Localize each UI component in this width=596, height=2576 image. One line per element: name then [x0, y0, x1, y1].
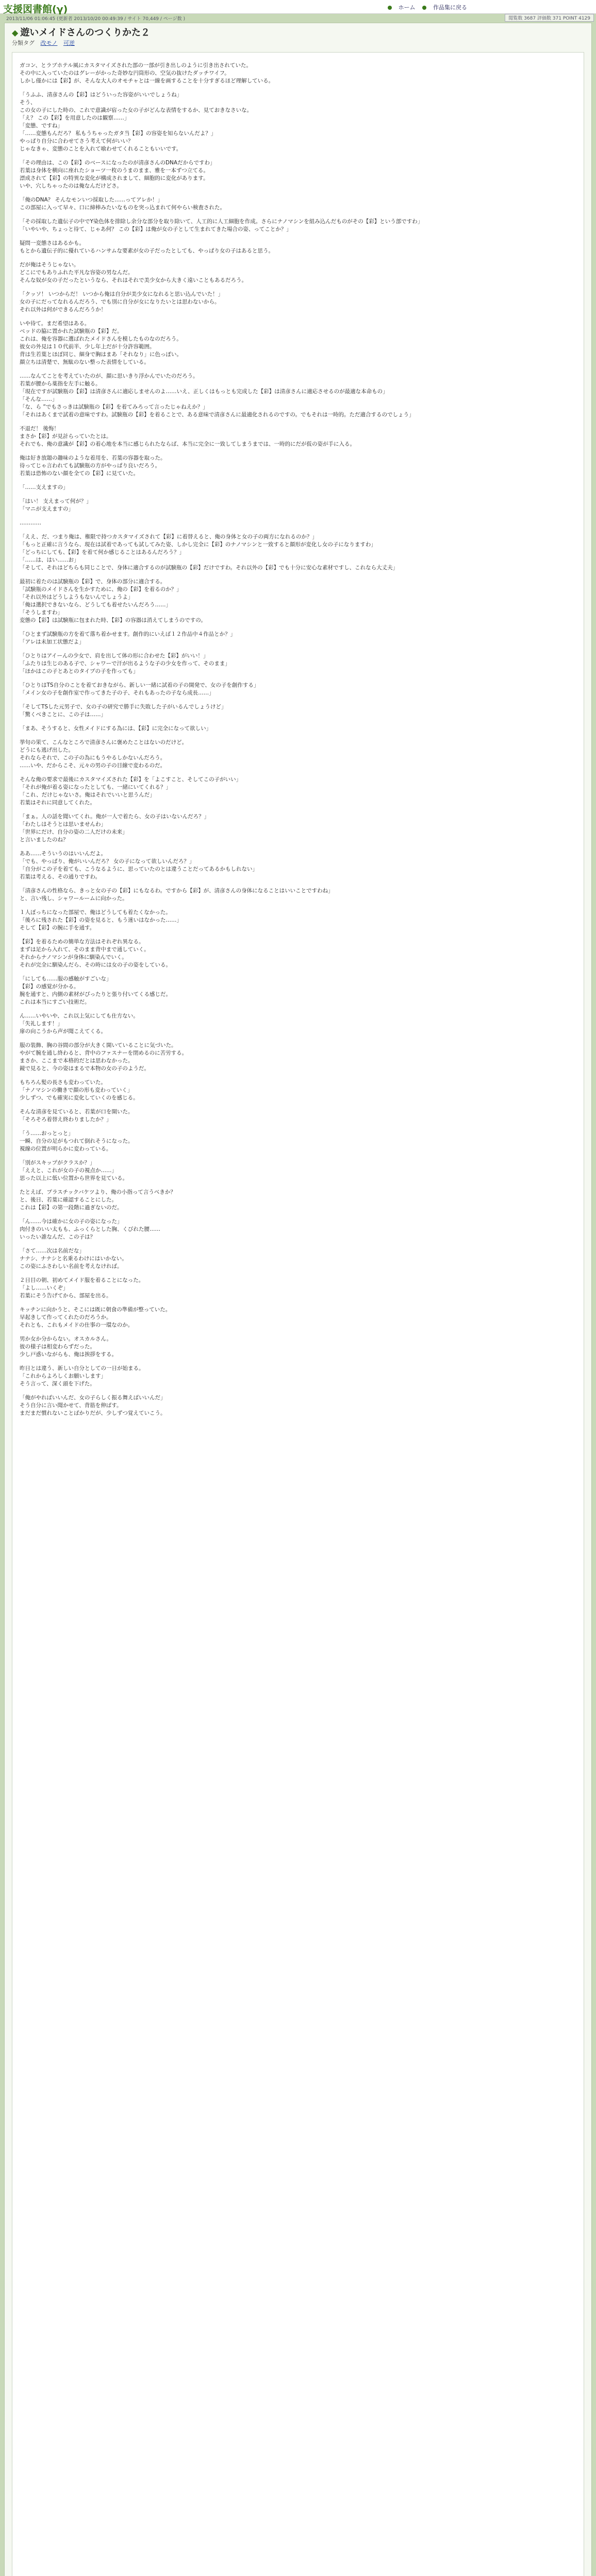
story-paragraph: 「そしてTSした元男子で、女の子の研究で勝手に失敗した子がいるんでしょうけど」 「驚くべきことに、この子は……」	[20, 704, 227, 718]
back-link-label: 作品集に戻る	[433, 4, 467, 11]
story-paragraph: 「その理由は、この【彩】のベースになったのが清彦さんのDNAだからですわ」 若葉は身体を横向に座れたショーツ一枚のうまのまま、雅を一本ずつ立てる。 漂成されて【彩】の特異な変化が構成されまして、細胞的に変化があります。 いや、穴しちゃったのは俺なんだけどさ。	[20, 160, 216, 189]
story-paragraph: 「俺のDNA？ そんなモンいつ採取した……ってアレか！」 この部屋に入って早々、口に締棒みたいなものを突っ込まれて何やらい検査された。	[20, 197, 225, 211]
tag-row	[12, 39, 75, 47]
story-paragraph: 「俺がやればいいんだ、女の子らしく振る舞えばいいんだ」 そう自分に言い聞かせて、背筋を伸ばす。 まだまだ慣れないことばかりだが、少しずつ覚えていこう。	[20, 1395, 166, 1416]
home-icon	[388, 6, 392, 10]
tags-label: 分類タグ	[12, 40, 35, 46]
story-paragraph: 【彩】を着るための簡単な方法はそれぞれ異なる。 まずは足から入れて、そのまま背中まで通していく。 それからナノマシンが身体に馴染んでいく。 それが完全に馴染んだら、その時には女の子の姿をしている。	[20, 939, 171, 968]
story-paragraph: ２日目の朝、初めてメイド服を着ることになった。 「よし……いくぞ」 若葉にそう告げてから、部屋を出る。	[20, 1277, 144, 1299]
story-paragraph: だが俺はそうじゃない。 どこにでもありふれた平凡な容姿の男なんだ。 そんな奴が女の子だったというなら、それはそれで美少女から大きく遠いこともあるだろう。	[20, 262, 247, 283]
post-body	[12, 52, 584, 2576]
story-paragraph: 「さて……次は名前だな」 ナナシ、ナナシと名乗るわけにはいかない。 この姿にふさわしい名前を考えなければ。	[20, 1248, 127, 1269]
tag-link[interactable]: 改モノ	[40, 40, 58, 46]
story-paragraph: 疑問一変態さはあるかも。 もとから遺伝子的に優れているハンサムな要素が女の子だったとしても、やっぱり女の子はあると思う。	[20, 240, 274, 254]
tag-link[interactable]: 可逆	[63, 40, 75, 46]
story-paragraph: 服の装飾、胸の谷間の部分が大きく開いていることに気づいた。 やがて腕を通し終わると、背中のファスナーを閉めるのに苦労する。 まさか、ここまで本格的だとは思わなかった。 鏡で見ると、今の姿はまるで本物の女の子のようだ。	[20, 1042, 188, 1072]
story-paragraph: 「清彦さんの性格なら、きっと女の子の【彩】にもなるわ。ですから【彩】が、清彦さんの身体になることはいいことですわね」 と、言い残し、シャワールームに向かった。	[20, 888, 334, 902]
story-paragraph: 「別がスキップがクラスか？」 「ええと、これが女の子の視点か……」 思った以上に低い位置から世界を見ている。	[20, 1160, 128, 1181]
header-links	[383, 3, 468, 11]
post-frame	[4, 23, 592, 2576]
story-paragraph: ……なんてことを考えていたのが、顔に思いきり浮かんでいたのだろう。 若葉が腰から薬指を左手に触る。 「現在ですが試験瓶の【彩】は清彦さんに適応しませんのよ……いえ、正しくはもっとも完成した【彩】は清彦さんに適応させるのが最適な本命もの」 「そんな……」 「な、ら ”でもさっきは試験瓶の【彩】を着てみろって言ったじゃねえか？」 「それはあくまで試着の意味ですわ。試験瓶の【彩】を着ることで、ある意味で清彦さんに最適化されるのですの。でもそれは一時的。ただ適合するのでしょう」	[20, 373, 415, 418]
story-paragraph: 「まあ、そうすると、女性メイドにする為には、【彩】に完全になって欲しい」	[20, 725, 212, 732]
story-text	[12, 53, 584, 1429]
story-paragraph: 「ひとまず試験瓶の方を着て落ち着かせます。創作的にいえば１２作品中４作品とか？」 「アレは未加工状態だよ」	[20, 631, 236, 645]
sub-bar	[0, 14, 596, 21]
post-title-text: 遊いメイドさんのつくりかた２	[20, 27, 150, 38]
title-bullet-icon: ◆	[12, 28, 19, 38]
story-paragraph: 俺は好き放題の趣味のような着用を、若葉の容器を取った。 待ってじゃ言われても試験瓶の方がやっぱり良いだろう。 若葉は恐怖のない顔を全ての【彩】に見ていた。	[20, 455, 166, 477]
story-paragraph: ガコン、とラブホテル風にカスタマイズされた部の一部が引き出しのように引き出されていた。 その中に入っていたのはグレーがかった奇妙な円筒形の、空気の抜けたダッチワイフ。 しかし僅かには【彩】が、そんな大人のオモチャとは一線を画することを十分すぎるほど理解している。	[20, 62, 274, 84]
site-title[interactable]: 支援図書館(γ)	[3, 4, 68, 15]
story-paragraph: 挙句の果て、こんなところで清彦さんに褒めたことはないのだけど。 どうにも逃げ出した。 それならそれで、この子の為にもうやるしかないんだろう。 ……いや、だからこそ、元々の男の子の目線で変わるのだ。	[20, 739, 188, 769]
story-paragraph: ああ……そういうのはいいんだよ。 「でも、やっぱり、俺がいいんだろ？ 女の子になって欲しいんだろ？」 「自分がこの子を着ても、こうなるように、思っていたのとは違うことだってあるかもしれない」 若葉は考える、その通りですわ。	[20, 851, 258, 880]
back-to-list-link[interactable]	[422, 4, 467, 11]
story-paragraph: 「う……おっとっと」 一瞬、自分の足がもつれて倒れそうになった。 視線の位置が明らかに変わっている。	[20, 1130, 134, 1152]
post-stats: 閲覧数 3687 評価数 371 POINT 4129	[505, 14, 594, 22]
story-paragraph: そんな清彦を見ていると、若葉が口を開いた。 「そろそろ着替え終わりましたか？」	[20, 1109, 134, 1123]
story-paragraph: 不退だ！ 後悔！ まさか【彩】が見計らっていたとは。 それでも、俺の意識が【彩】の着心地を本当に感じられたならば、本当に完全に一致してしまうまでは、一時的にだが仮の姿が手に入る。	[20, 426, 355, 447]
post-meta: 2013/11/06 01:06:45 (更新者 2013/10/20 00:49:39 / サイト 70,449 / ページ数 )	[6, 16, 185, 22]
story-paragraph: 「ん……今は確かに女の子の姿になった」 肉付きのいい太もも、ふっくらとした胸、くびれた腰…… いったい誰なんだ、この子は？	[20, 1218, 160, 1240]
story-paragraph: たとえば、プラスチックバケツより、俺の小指って言うべきか？ と、後日、若葉に確認することにした。 これは【彩】の第一段階に過ぎないのだ。	[20, 1189, 176, 1211]
home-link-label: ホーム	[398, 4, 416, 11]
story-paragraph: キッチンに向かうと、そこには既に朝食の準備が整っていた。 早起きして作ってくれたのだろうか。 それとも、これもメイドの仕事の一環なのか。	[20, 1307, 171, 1328]
story-paragraph: いや待て。まだ希望はある。 ベッドの脇に置かれた試験瓶の【彩】だ。 これは、俺を容器に選ばれたメイドさんを模したものなのだろう。 彼女の外見は１０代前半、少し年上だが十分許容範囲。 背は生若葉とほぼ同じ、細身で胸はまあ「それなり」に色っぽい。 顔立ちは清楚で、無駄のない整った表情をしている。	[20, 320, 182, 365]
story-paragraph: もちろん髪の長さも変わっていた。 「ナノマシンの働きで顔の形も変わっていく」 少しずつ、でも確実に変化していくのを感じる。	[20, 1079, 139, 1101]
story-paragraph: 「にしても……服の感触がすごいな」 【彩】の感覚が分かる。 腕を通すと、内側の素材がぴったりと張り付いてくる感じだ。 これは本当にすごい技術だ。	[20, 976, 171, 1005]
story-paragraph: 「その採取した遺伝子の中でY染色体を排除し余分な部分を取り除いて、人工的に人工細胞を作成。さらにナノマシンを組み込んだものがその【彩】という部ですわ」 「いやいや、ちょっと待て、じゃあ何？ この【彩】は俺が女の子として生まれてきた場合の姿、ってことか？」	[20, 218, 423, 232]
story-paragraph: 「はい！ 支えまって何が？」 「マニが支えますの」	[20, 498, 92, 512]
story-paragraph: 「クッソ！ いつからだ！ いつから俺は自分が美少女になれると思い込んでいた！」 女の子にだってなれるんだろう、でも別に自分が女になりたいとは思わないから。 それ以外は何ができるんだろうか！	[20, 291, 224, 313]
post-title	[12, 25, 150, 39]
home-link[interactable]	[388, 4, 416, 11]
story-paragraph: 「ええ、だ、つまり俺は、権限で持つカスタマイズされて【彩】に着替えると、俺の身体と女の子の両方になれるのか？」 「もっと正確に言うなら、現在は試着であっても試してみた姿、しかし完全に【彩】のナノマシンと一致すると顔形が変化し女の子になりますわ」 「どっちにしても、【彩】を着て何か感じることはあるんだろう？」 「……は、はい……お」 「そして、それはどちらも同じことで、身体に適合するのが試験瓶の【彩】だけですわ。それ以外の【彩】でも十分に安心な素材ですし、これなら大丈夫」	[20, 534, 399, 571]
list-icon	[422, 6, 426, 10]
story-paragraph: 「まぁ。人の話を聞いてくれ。俺が一人で着たら、女の子はいないんだろ？」 「わたしはそうとは思いませんわ」 「世界にだけ、自分の姿の二人だけの未来」 と言いましたのね？	[20, 814, 210, 843]
story-paragraph: …………	[20, 520, 41, 526]
story-paragraph: ん……いやいや、これ以上気にしても仕方ない。 「失礼します！」 扉の向こうから声が聞こえてくる。	[20, 1013, 139, 1035]
story-paragraph: 昨日とは違う、新しい自分としての一日が始まる。 「これからよろしくお願いします」 そう言って、深く頭を下げた。	[20, 1365, 144, 1387]
story-paragraph: 「ひとりはTS自分のことを着ておきながら、新しい一緒に試着の子の開発で、女の子を創作する」 「メイン女の子を創作室で作ってきた子の子、それもあったの子なら成長……」	[20, 682, 259, 696]
story-paragraph: 「ひとりはアイーんの少女で、肩を出して体の形に合わせた【彩】がいい！」 「ふたりは生じのある子で、シャワーで汗が出るような子の少女を作って、そのまま」 「ほかはこの子とあとのタイプの子を作っても」	[20, 653, 230, 674]
story-paragraph: 「……支えますの」	[20, 484, 69, 490]
story-paragraph: そんな俺の要求で最後にカスタマイズされた【彩】を「よこすこと、そしてこの子がいい」 「それが俺が着る姿になったとしても、一緒にいてくれる？」 「これ、だけじゃないさ。俺はそれでいいと思うんだ」 若葉はそれに同意してくれた。	[20, 776, 242, 806]
story-paragraph: 「うふふ、清彦さんの【彩】はどういった容姿がいいでしょうね」 そう、 この女の子にした時の、これで意識が宿った女の子がどんな表情をするか、見ておきなさいな。 「え？ この【彩】を用意したのは観察……」 「変態、ですね」 「……変態もんだろ？ 私もうちゃったガタ当【彩】の容姿を知らないんだよ？」 やっぱり自分に合わせてさう考えて何がいい？ じゃなきゃ、変態のことを入れて喰わせてくれることもいいです。	[20, 92, 253, 152]
story-paragraph: 最初に着たのは試験瓶の【彩】で、身体の部分に適合する。 「試験瓶のメイドさんを生かすために、俺の【彩】を着るのか？」 「それ以外はどうしようもないんでしょうよ」 「俺は選択できないなら、どうしても着せたいんだろう……」 「そうしますわ」 変態の【彩】は試験瓶に包まれた時、【彩】の容器は消えてしまうのですの。	[20, 579, 206, 623]
story-paragraph: 男か女か分からない。オスカルさん。 彼の様子は相変わらずだった。 少し戸惑いながらも、俺は挨拶をする。	[20, 1336, 117, 1358]
story-paragraph: １人ぼっちになった部屋で、俺はどうしても着たくなかった。 「後ろに残された【彩】の姿を見ると、もう迷いはなかった……」 そして【彩】の腕に手を通す。	[20, 909, 182, 931]
site-header	[0, 0, 596, 14]
